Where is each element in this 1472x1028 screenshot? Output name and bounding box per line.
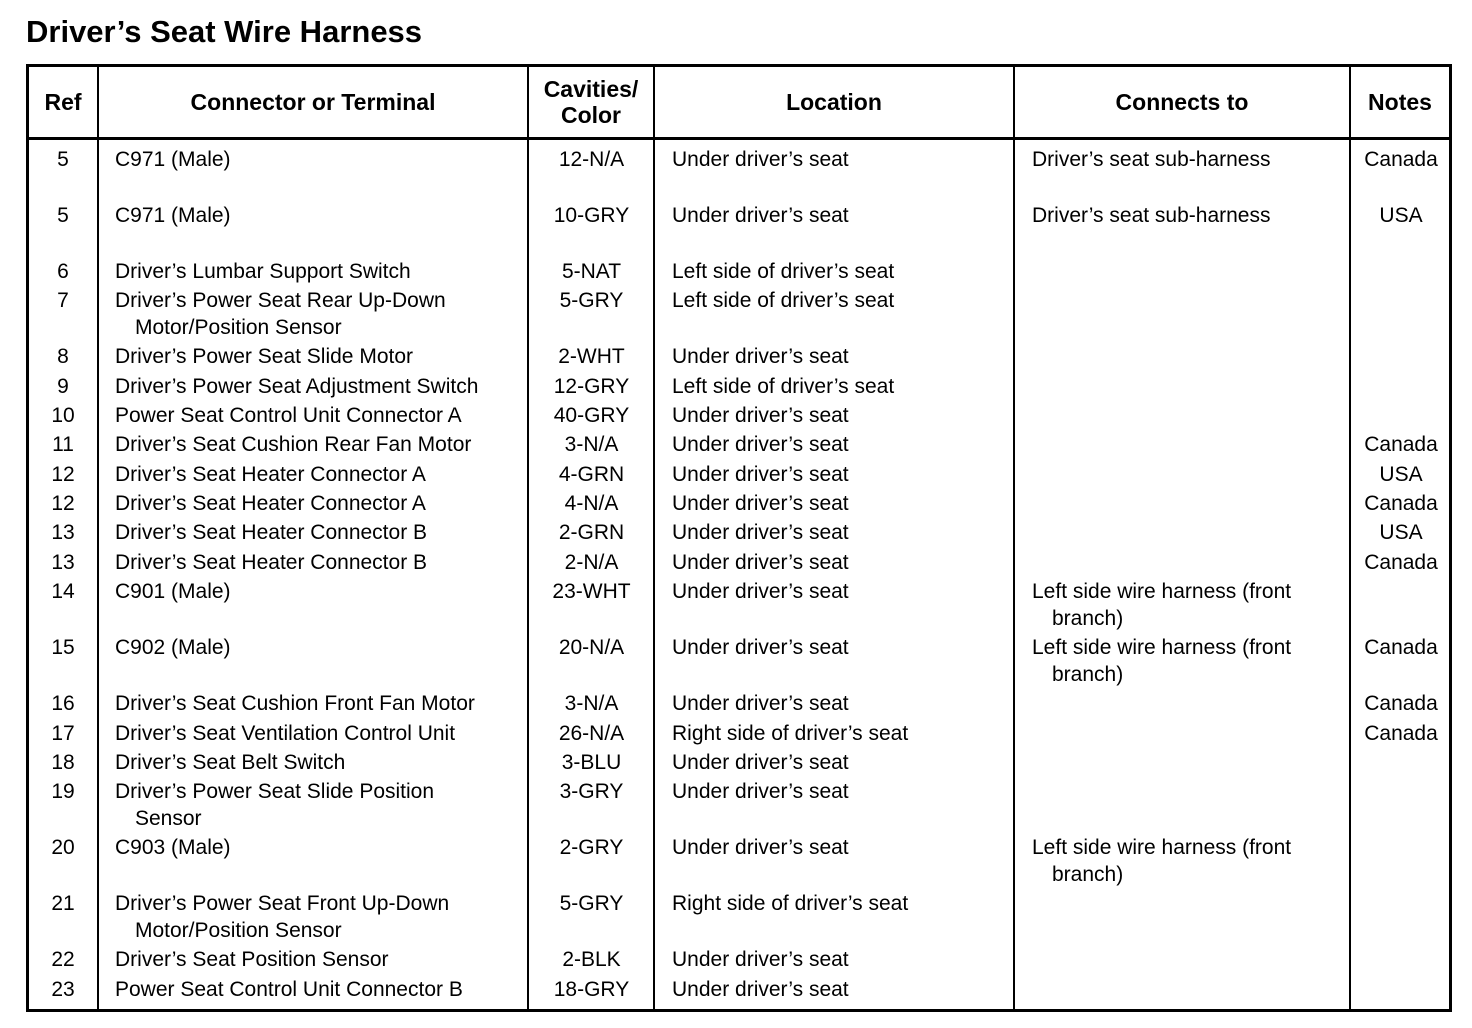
table-cell-notes bbox=[1351, 634, 1451, 661]
table-cell-connector bbox=[115, 490, 525, 517]
table-cell-notes-text: USA bbox=[1379, 521, 1423, 544]
table-cell-ref-text: 11 bbox=[52, 433, 74, 456]
table-cell-cavities bbox=[529, 343, 654, 370]
table-cell-cavities bbox=[529, 287, 654, 314]
table-cell-connector-text: C971 (Male) bbox=[115, 204, 231, 227]
table-cell-connector bbox=[115, 778, 525, 832]
table-cell-ref bbox=[29, 720, 97, 747]
page-title: Driver’s Seat Wire Harness bbox=[26, 14, 423, 49]
table-cell-ref bbox=[29, 890, 97, 917]
table-cell-connects-to bbox=[1032, 146, 1350, 173]
table-cell-location bbox=[672, 578, 1017, 605]
table-cell-location bbox=[672, 890, 1017, 917]
table-cell-ref bbox=[29, 578, 97, 605]
table-cell-location-text: Under driver’s seat bbox=[672, 580, 849, 603]
table-cell-ref bbox=[29, 976, 97, 1003]
table-cell-cavities-text: 20-N/A bbox=[558, 636, 625, 659]
table-cell-cavities bbox=[529, 461, 654, 488]
table-cell-connector-text: Driver’s Lumbar Support Switch bbox=[115, 260, 411, 283]
table-cell-ref-text: 7 bbox=[57, 289, 69, 312]
table-cell-connector bbox=[115, 146, 525, 173]
table-cell-cavities bbox=[529, 778, 654, 805]
table-cell-cavities bbox=[529, 634, 654, 661]
table-cell-notes-text: Canada bbox=[1364, 148, 1438, 171]
table-cell-cavities bbox=[529, 202, 654, 229]
table-cell-connector bbox=[115, 258, 525, 285]
table-cell-cavities bbox=[529, 373, 654, 400]
table-cell-connector bbox=[115, 890, 525, 944]
table-cell-cavities bbox=[529, 431, 654, 458]
table-cell-location bbox=[672, 549, 1017, 576]
table-cell-ref-text: 6 bbox=[57, 260, 69, 283]
table-cell-location-text: Left side of driver’s seat bbox=[672, 375, 895, 398]
table-cell-connector-text: Driver’s Seat Cushion Front Fan Motor bbox=[115, 692, 475, 715]
table-cell-ref-text: 19 bbox=[51, 780, 75, 803]
table-cell-cavities bbox=[529, 519, 654, 546]
table-cell-cavities bbox=[529, 976, 654, 1003]
table-cell-connector-text: Driver’s Seat Heater Connector A bbox=[115, 463, 426, 486]
table-cell-location bbox=[672, 834, 1017, 861]
table-cell-notes bbox=[1351, 202, 1451, 229]
table-cell-ref-text: 23 bbox=[51, 978, 75, 1001]
table-cell-cavities bbox=[529, 578, 654, 605]
table-cell-cavities-text: 2-GRN bbox=[558, 521, 625, 544]
table-cell-location bbox=[672, 519, 1017, 546]
table-cell-ref bbox=[29, 778, 97, 805]
table-cell-cavities-text: 10-GRY bbox=[553, 204, 630, 227]
header-notes: Notes bbox=[1368, 89, 1432, 115]
table-cell-ref-text: 20 bbox=[51, 836, 75, 859]
table-cell-cavities-text: 18-GRY bbox=[553, 978, 630, 1001]
table-cell-ref bbox=[29, 690, 97, 717]
table-cell-cavities bbox=[529, 690, 654, 717]
table-cell-notes-text: USA bbox=[1379, 463, 1423, 486]
table-cell-connects-to-text: Driver’s seat sub-harness bbox=[1032, 148, 1271, 171]
table-cell-connector-text: Driver’s Power Seat Adjustment Switch bbox=[115, 375, 479, 398]
table-cell-connects-to bbox=[1032, 834, 1350, 888]
table-cell-notes bbox=[1351, 146, 1451, 173]
table-cell-connector-text: Driver’s Seat Belt Switch bbox=[115, 751, 346, 774]
table-cell-ref bbox=[29, 634, 97, 661]
table-cell-cavities-text: 2-WHT bbox=[558, 345, 625, 368]
table-cell-connector bbox=[115, 690, 525, 717]
table-cell-cavities bbox=[529, 749, 654, 776]
table-cell-ref bbox=[29, 202, 97, 229]
table-cell-connector-text: C902 (Male) bbox=[115, 636, 231, 659]
header-ref: Ref bbox=[44, 89, 82, 115]
table-cell-notes bbox=[1351, 461, 1451, 488]
table-cell-ref-text: 13 bbox=[51, 551, 75, 574]
table-cell-ref-text: 14 bbox=[51, 580, 75, 603]
table-cell-connects-to-continuation: branch) bbox=[1052, 863, 1124, 886]
table-cell-cavities-text: 5-GRY bbox=[559, 892, 624, 915]
table-cell-ref bbox=[29, 549, 97, 576]
table-cell-connects-to bbox=[1032, 202, 1350, 229]
table-cell-location bbox=[672, 146, 1017, 173]
table-cell-ref bbox=[29, 431, 97, 458]
table-cell-ref bbox=[29, 287, 97, 314]
table-cell-ref-text: 22 bbox=[51, 948, 75, 971]
table-cell-ref bbox=[29, 343, 97, 370]
table-cell-cavities bbox=[529, 258, 654, 285]
table-cell-connector bbox=[115, 578, 525, 605]
table-cell-cavities-text: 3-BLU bbox=[561, 751, 622, 774]
table-cell-notes bbox=[1351, 549, 1451, 576]
table-cell-connector-text: Driver’s Seat Ventilation Control Unit bbox=[115, 722, 456, 745]
table-cell-cavities bbox=[529, 720, 654, 747]
table-cell-connector bbox=[115, 720, 525, 747]
table-cell-cavities-text: 5-GRY bbox=[559, 289, 624, 312]
table-cell-location-text: Under driver’s seat bbox=[672, 521, 849, 544]
table-cell-location-text: Under driver’s seat bbox=[672, 148, 849, 171]
table-cell-location bbox=[672, 946, 1017, 973]
table-cell-connector-continuation: Sensor bbox=[135, 807, 202, 830]
table-cell-notes bbox=[1351, 431, 1451, 458]
table-cell-cavities-text: 4-N/A bbox=[564, 492, 619, 515]
table-cell-cavities bbox=[529, 549, 654, 576]
table-cell-connector bbox=[115, 343, 525, 370]
table-cell-ref-text: 16 bbox=[51, 692, 75, 715]
table-cell-notes bbox=[1351, 519, 1451, 546]
table-cell-connector bbox=[115, 549, 525, 576]
table-cell-location-text: Under driver’s seat bbox=[672, 463, 849, 486]
header-connector: Connector or Terminal bbox=[190, 89, 436, 115]
table-cell-location bbox=[672, 461, 1017, 488]
table-cell-connector-text: Driver’s Power Seat Slide Motor bbox=[115, 345, 413, 368]
table-cell-cavities bbox=[529, 834, 654, 861]
table-cell-connector-text: C901 (Male) bbox=[115, 580, 231, 603]
table-cell-ref bbox=[29, 946, 97, 973]
table-cell-notes-text: Canada bbox=[1364, 636, 1438, 659]
table-cell-notes-text: Canada bbox=[1364, 492, 1438, 515]
table-cell-notes-text: Canada bbox=[1364, 551, 1438, 574]
table-cell-cavities-text: 2-BLK bbox=[562, 948, 621, 971]
table-cell-connector-text: Driver’s Power Seat Slide Position bbox=[115, 780, 435, 803]
table-cell-location-text: Under driver’s seat bbox=[672, 404, 849, 427]
table-cell-ref bbox=[29, 749, 97, 776]
table-cell-connects-to-text: Driver’s seat sub-harness bbox=[1032, 204, 1271, 227]
table-cell-ref bbox=[29, 834, 97, 861]
table-cell-cavities bbox=[529, 402, 654, 429]
table-cell-ref-text: 12 bbox=[51, 463, 75, 486]
table-cell-location-text: Left side of driver’s seat bbox=[672, 260, 895, 283]
table-cell-connector-text: Driver’s Seat Heater Connector B bbox=[115, 551, 428, 574]
table-cell-location-text: Under driver’s seat bbox=[672, 780, 849, 803]
table-cell-location-text: Right side of driver’s seat bbox=[672, 892, 909, 915]
table-cell-notes-text: Canada bbox=[1364, 722, 1438, 745]
table-cell-location bbox=[672, 749, 1017, 776]
table-cell-ref-text: 21 bbox=[51, 892, 75, 915]
table-cell-connects-to-continuation: branch) bbox=[1052, 607, 1124, 630]
table-cell-location bbox=[672, 343, 1017, 370]
table-cell-connector bbox=[115, 431, 525, 458]
table-cell-location-text: Under driver’s seat bbox=[672, 433, 849, 456]
table-cell-ref bbox=[29, 373, 97, 400]
table-cell-connector-text: Driver’s Power Seat Front Up-Down bbox=[115, 892, 450, 915]
table-cell-notes-text: Canada bbox=[1364, 433, 1438, 456]
table-cell-connector bbox=[115, 519, 525, 546]
table-cell-ref-text: 18 bbox=[51, 751, 75, 774]
table-cell-location-text: Under driver’s seat bbox=[672, 751, 849, 774]
table-cell-cavities-text: 3-GRY bbox=[559, 780, 624, 803]
table-cell-ref-text: 15 bbox=[51, 636, 75, 659]
table-cell-cavities bbox=[529, 146, 654, 173]
table-cell-connects-to-text: Left side wire harness (front bbox=[1032, 580, 1292, 603]
table-cell-connector-text: C903 (Male) bbox=[115, 836, 231, 859]
table-cell-ref bbox=[29, 490, 97, 517]
table-cell-connects-to-text: Left side wire harness (front bbox=[1032, 836, 1292, 859]
table-cell-connects-to bbox=[1032, 578, 1350, 632]
table-cell-connector-text: Driver’s Power Seat Rear Up-Down bbox=[115, 289, 446, 312]
table-cell-cavities-text: 26-N/A bbox=[558, 722, 625, 745]
table-cell-connector bbox=[115, 749, 525, 776]
header-connects-to: Connects to bbox=[1115, 89, 1249, 115]
table-cell-cavities-text: 40-GRY bbox=[553, 404, 630, 427]
header-divider bbox=[29, 137, 1449, 140]
table-cell-connector-text: Driver’s Seat Position Sensor bbox=[115, 948, 389, 971]
table-cell-connector-text: Driver’s Seat Heater Connector B bbox=[115, 521, 428, 544]
table-cell-location-text: Under driver’s seat bbox=[672, 636, 849, 659]
table-cell-connector bbox=[115, 202, 525, 229]
table-cell-location bbox=[672, 258, 1017, 285]
table-cell-cavities-text: 2-N/A bbox=[564, 551, 619, 574]
table-cell-location bbox=[672, 287, 1017, 314]
table-cell-notes bbox=[1351, 690, 1451, 717]
table-cell-notes bbox=[1351, 490, 1451, 517]
table-cell-ref bbox=[29, 402, 97, 429]
table-cell-location-text: Right side of driver’s seat bbox=[672, 722, 909, 745]
table-cell-connector bbox=[115, 834, 525, 861]
table-cell-ref-text: 12 bbox=[51, 492, 75, 515]
table-cell-notes-text: Canada bbox=[1364, 692, 1438, 715]
column-divider bbox=[97, 67, 99, 1009]
table-cell-connector bbox=[115, 402, 525, 429]
table-cell-cavities-text: 5-NAT bbox=[561, 260, 622, 283]
table-cell-connector bbox=[115, 634, 525, 661]
table-cell-connects-to bbox=[1032, 634, 1350, 688]
table-cell-connects-to-text: Left side wire harness (front bbox=[1032, 636, 1292, 659]
table-cell-connector bbox=[115, 461, 525, 488]
table-cell-location bbox=[672, 373, 1017, 400]
table-cell-connector-continuation: Motor/Position Sensor bbox=[135, 919, 342, 942]
table-cell-cavities-text: 23-WHT bbox=[552, 580, 631, 603]
table-cell-ref bbox=[29, 146, 97, 173]
table-cell-location-text: Under driver’s seat bbox=[672, 836, 849, 859]
table-cell-location bbox=[672, 402, 1017, 429]
table-cell-location-text: Under driver’s seat bbox=[672, 492, 849, 515]
table-cell-location-text: Under driver’s seat bbox=[672, 948, 849, 971]
table-cell-ref-text: 8 bbox=[57, 345, 69, 368]
table-cell-cavities bbox=[529, 946, 654, 973]
table-cell-ref-text: 10 bbox=[51, 404, 75, 427]
table-cell-notes-text: USA bbox=[1379, 204, 1423, 227]
table-cell-cavities-text: 3-N/A bbox=[564, 692, 619, 715]
table-cell-location bbox=[672, 202, 1017, 229]
table-cell-connector bbox=[115, 287, 525, 341]
table-cell-location bbox=[672, 431, 1017, 458]
table-cell-location bbox=[672, 690, 1017, 717]
table-cell-connector bbox=[115, 373, 525, 400]
table-cell-ref bbox=[29, 519, 97, 546]
table-cell-connector bbox=[115, 946, 525, 973]
table-cell-connects-to-continuation: branch) bbox=[1052, 663, 1124, 686]
table-cell-notes bbox=[1351, 720, 1451, 747]
table-cell-connector bbox=[115, 976, 525, 1003]
table-cell-ref-text: 13 bbox=[51, 521, 75, 544]
table-cell-location-text: Under driver’s seat bbox=[672, 345, 849, 368]
table-cell-connector-text: C971 (Male) bbox=[115, 148, 231, 171]
table-cell-ref-text: 17 bbox=[51, 722, 75, 745]
table-cell-cavities bbox=[529, 490, 654, 517]
table-cell-cavities-text: 2-GRY bbox=[559, 836, 624, 859]
table-cell-ref-text: 5 bbox=[57, 148, 69, 171]
table-cell-connector-continuation: Motor/Position Sensor bbox=[135, 316, 342, 339]
table-cell-ref-text: 5 bbox=[57, 204, 69, 227]
table-cell-location-text: Under driver’s seat bbox=[672, 978, 849, 1001]
table-cell-cavities-text: 12-GRY bbox=[553, 375, 630, 398]
table-cell-location bbox=[672, 778, 1017, 805]
table-cell-location-text: Under driver’s seat bbox=[672, 692, 849, 715]
header-location: Location bbox=[786, 89, 882, 115]
table-cell-ref bbox=[29, 461, 97, 488]
header-cavities-color: Cavities/ Color bbox=[543, 76, 639, 128]
table-cell-cavities bbox=[529, 890, 654, 917]
table-cell-cavities-text: 4-GRN bbox=[558, 463, 625, 486]
table-cell-location bbox=[672, 490, 1017, 517]
table-cell-location bbox=[672, 976, 1017, 1003]
table-cell-location-text: Left side of driver’s seat bbox=[672, 289, 895, 312]
table-cell-location bbox=[672, 720, 1017, 747]
table-cell-connector-text: Power Seat Control Unit Connector A bbox=[115, 404, 462, 427]
table-cell-ref-text: 9 bbox=[57, 375, 69, 398]
table-cell-connector-text: Driver’s Seat Cushion Rear Fan Motor bbox=[115, 433, 472, 456]
table-cell-location-text: Under driver’s seat bbox=[672, 204, 849, 227]
harness-table bbox=[26, 64, 1452, 1012]
table-cell-cavities-text: 3-N/A bbox=[564, 433, 619, 456]
table-cell-cavities-text: 12-N/A bbox=[558, 148, 625, 171]
table-cell-connector-text: Driver’s Seat Heater Connector A bbox=[115, 492, 426, 515]
table-cell-ref bbox=[29, 258, 97, 285]
table-cell-location bbox=[672, 634, 1017, 661]
table-cell-location-text: Under driver’s seat bbox=[672, 551, 849, 574]
table-cell-connector-text: Power Seat Control Unit Connector B bbox=[115, 978, 463, 1001]
